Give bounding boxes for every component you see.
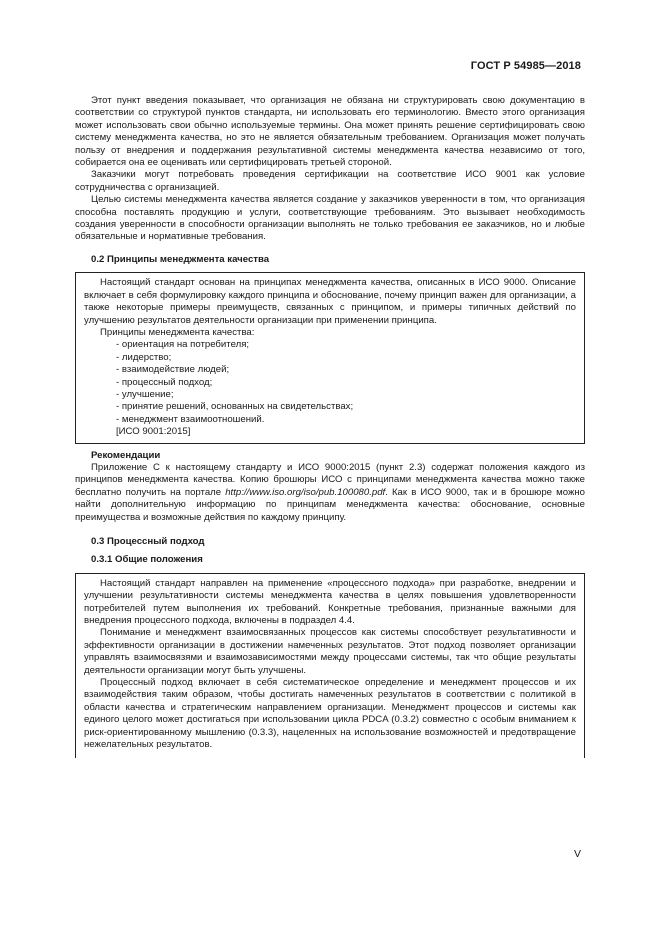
document-id-header: ГОСТ Р 54985—2018 bbox=[470, 60, 581, 72]
iso-reference: [ИСО 9001:2015] bbox=[116, 426, 191, 438]
page-content bbox=[75, 95, 585, 758]
principle-item: - процессный подход; bbox=[116, 376, 213, 388]
process-paragraph-1: Настоящий стандарт направлен на применение «процессного подхода» при разработке, внедрении и улучшении результативности системы менеджмента качества в целях повышения удовлетворенности потребителей путем выполнения их требований. Конкретные требования, признанные важными для внедрения процессного подхода, включены в подраздел 4.4. bbox=[84, 577, 576, 627]
process-paragraph-3: Процессный подход включает в себя систематическое определение и менеджмент процессов и их взаимодействия таким образом, чтобы достигать намеченных результатов в соответствии с политикой в области качества и стратегическим направлением организации. Менеджмент процессов и системы как единого целого может достигаться при использовании цикла PDCA (0.3.2) совместно с особым вниманием к риск-ориентированному мышлению (0.3.3), нацеленных на использование возможностей и предотвращение нежелательных результатов. bbox=[84, 677, 576, 751]
iso-portal-link[interactable]: http://www.iso.org/iso/pub.100080.pdf bbox=[225, 486, 386, 498]
principle-item: - ориентация на потребителя; bbox=[116, 339, 250, 351]
principles-list-intro: Принципы менеджмента качества: bbox=[100, 326, 255, 338]
principle-item: - принятие решений, основанных на свидетельствах; bbox=[116, 401, 354, 413]
recommendations-text-a: Приложение С к настоящему стандарту и ИСО 9000:2015 (пункт 2.3) содержат положения каждого из принципов менеджмента качества. Копию брошюры ИСО с принципами менеджмента качества можно также бесплатно получить на портале bbox=[75, 461, 585, 498]
page-number: V bbox=[573, 848, 581, 860]
section-0-2-title: 0.2 Принципы менеджмента качества bbox=[91, 253, 270, 265]
intro-paragraph-3: Целью системы менеджмента качества является создание у заказчиков уверенности в том, что организация способна поставлять продукцию и услуги, соответствующие требованиям. Это вызывает необходимость создания уверенности в способности организации выполнять не только требования ее заказчиков, но и любые обязательные и нормативные требования. bbox=[75, 194, 585, 243]
principles-intro-paragraph: Настоящий стандарт основан на принципах менеджмента качества, описанных в ИСО 9000. Описание включает в себя формулировку каждого принципа и обоснование, почему принцип важен для организации, а также некоторые примеры преимуществ, связанных с принципом, и примеры типичных действий по улучшению результатов деятельности организации при применении принципа. bbox=[84, 277, 576, 326]
section-0-3-title: 0.3 Процессный подход bbox=[91, 536, 205, 547]
process-approach-box bbox=[75, 573, 585, 758]
recommendations-text-b: . Как в ИСО 9000, так и в брошюре можно найти дополнительную информацию по принципам менеджмента качества: обоснование, основные преимущества и возможные действия по каждому принципу. bbox=[75, 486, 585, 523]
principle-item: - лидерство; bbox=[116, 351, 172, 363]
intro-paragraph-2: Заказчики могут потребовать проведения сертификации на соответствие ИСО 9001 как условие сотрудничества с организацией. bbox=[75, 169, 585, 193]
principle-item: - улучшение; bbox=[116, 388, 174, 400]
principle-item: - взаимодействие людей; bbox=[116, 364, 230, 376]
process-paragraph-2: Понимание и менеджмент взаимосвязанных процессов как системы способствует результативности и эффективности организации в достижении намеченных результатов. Этот подход позволяет организации управлять взаимосвязями и взаимозависимостями между процессами системы, так что общие результаты деятельности организации могут быть улучшены. bbox=[84, 627, 576, 676]
intro-paragraph-1: Этот пункт введения показывает, что организация не обязана ни структурировать свою документацию в соответствии со структурой пунктов стандарта, ни использовать его терминологию. Вместо этого организация может использовать свои обычно используемые термины. Она может принять решение сертифицировать свою систему менеджмента качества, но это не является обязательным требованием. Организация может получать пользу от внедрения и поддержания результативной системы менеджмента качества независимо от того, собирается она ее оценивать или сертифицировать третьей стороной. bbox=[75, 95, 585, 169]
principles-box bbox=[75, 272, 585, 443]
section-0-3-1-title: 0.3.1 Общие положения bbox=[91, 554, 203, 566]
recommendations-title: Рекомендации bbox=[91, 449, 161, 461]
principle-item: - менеджмент взаимоотношений. bbox=[116, 413, 265, 425]
recommendations-paragraph bbox=[75, 462, 585, 524]
